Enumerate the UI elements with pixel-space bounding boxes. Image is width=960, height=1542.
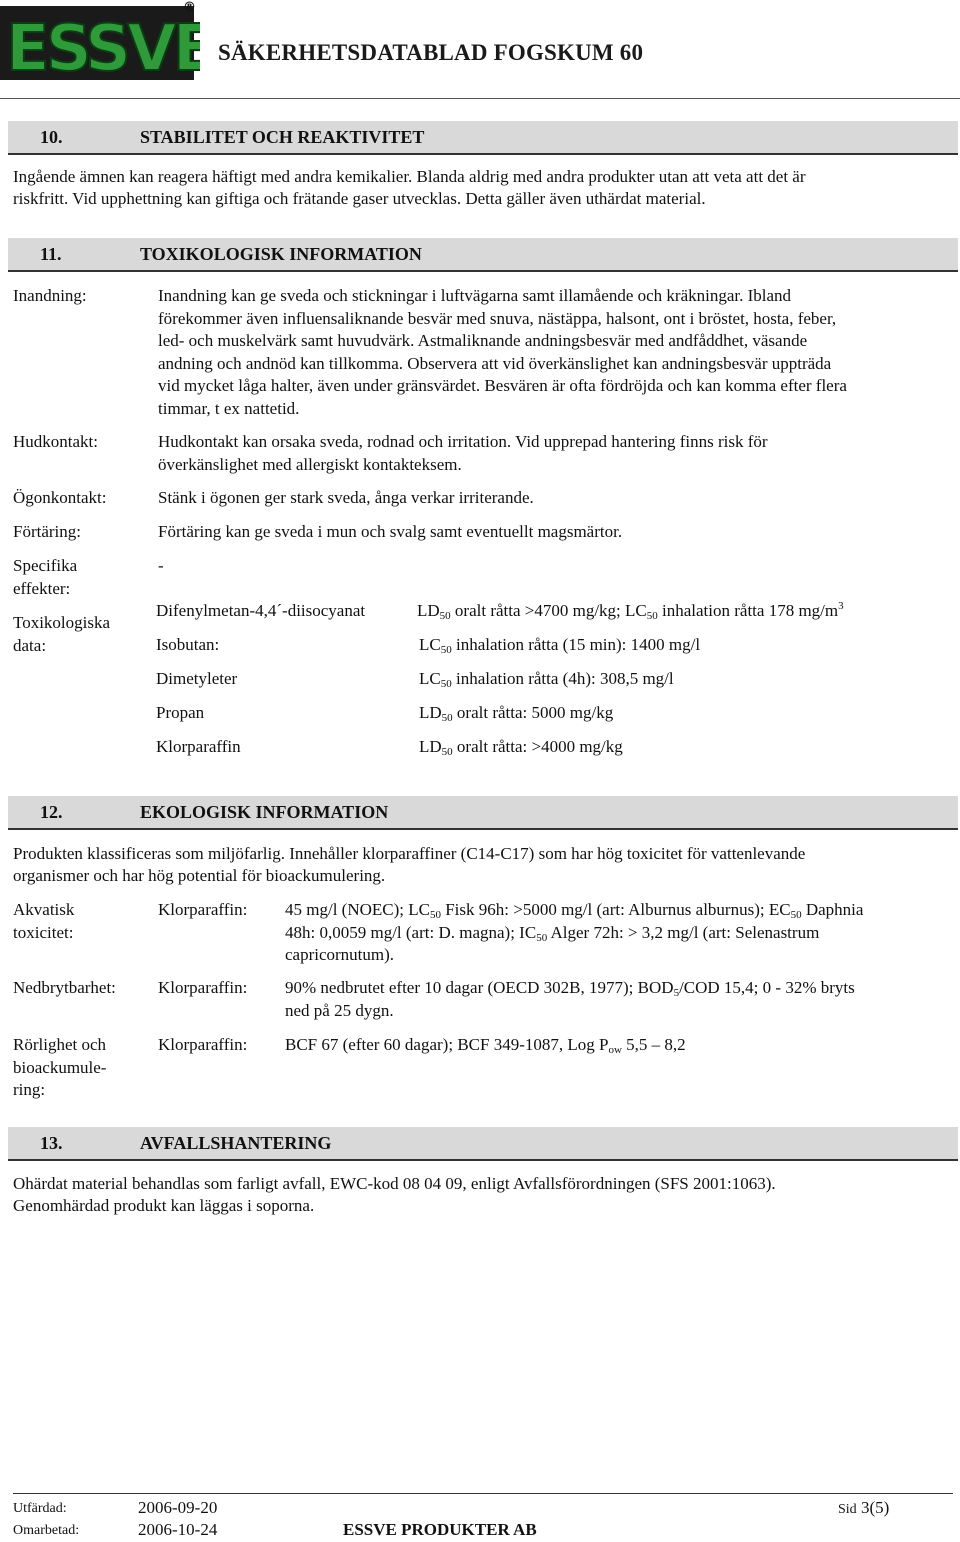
company-name: ESSVE PRODUKTER AB [343,1520,537,1539]
text-line: 90% nedbrutet efter 10 dagar (OECD 302B, 1977); $BOD_5$/COD 15,4; 0 - 32% bryts [285,978,855,999]
text-line: förekommer även influensaliknande besvär med snuva, nästäppa, halsont, ont i bröstet, hosta, feber, [158,308,837,328]
eco-value [285,899,863,967]
text-line: överkänslighet med allergiskt kontakteksem. [158,454,462,474]
label-specifika-effekter [13,555,77,600]
specifika-effekter-value: - [158,556,164,575]
revised-label: Omarbetad: [13,1523,80,1538]
tox-substance: Propan [156,703,205,722]
section-13-text-2: Genomhärdad produkt kan läggas i soporna. [13,1196,315,1215]
tox-value: $LD_{50}$ oralt råtta: 5000 mg/kg [419,703,614,724]
page-value: 3(5) [860,1498,890,1517]
tox-value: $LC_{50}$ inhalation råtta (15 min): 1400 mg/l [419,635,701,656]
page-number [838,1497,889,1522]
label-ogonkontakt: Ögonkontakt: [13,488,107,507]
text-line: led- och muskelvärk samt huvudvärk. Astmaliknande andningsbesvär med andfåddhet, väsande [158,331,808,350]
eco-value [285,977,855,1022]
eco-substance: Klorparaffin: [158,978,248,997]
section-11-header [8,238,958,272]
label-line: Akvatisk [13,900,75,919]
label-rorlighet [13,1034,106,1102]
label-akvatisk-toxicitet [13,899,74,944]
section-number: 10. [40,127,63,147]
text-line: capricornutum). [285,945,395,964]
revised-date: 2006-10-24 [138,1520,218,1539]
text-line: timmar, t ex nattetid. [158,398,300,418]
tox-substance: Isobutan: [156,635,220,654]
text-line: vid mycket låga halter, även under gränsvärdet. Besvären är ofta fördröjda och kan komma efter flera [158,376,847,395]
section-title: EKOLOGISK INFORMATION [140,802,389,822]
text-line: ned på 25 dygn. [285,1000,394,1020]
ogonkontakt-text: Stänk i ögonen ger stark sveda, ånga verkar irriterande. [158,488,534,507]
label-fortaring: Förtäring: [13,522,81,541]
label-line: Toxikologiska [13,613,111,632]
section-number: 12. [40,802,63,822]
section-title: AVFALLSHANTERING [140,1133,332,1153]
section-10-header [8,121,958,155]
eco-substance: Klorparaffin: [158,1035,248,1054]
issued-label: Utfärdad: [13,1501,67,1516]
text-line: Hudkontakt kan orsaka sveda, rodnad och irritation. Vid upprepad hantering finns risk för [158,432,768,451]
label-hudkontakt: Hudkontakt: [13,432,98,451]
section-number: 13. [40,1133,63,1153]
section-title: TOXIKOLOGISK INFORMATION [140,244,422,264]
section-13-header [8,1127,958,1161]
label-line: bioackumule- [13,1057,107,1077]
logo-text: ESSVE [6,12,200,82]
section-12-header [8,796,958,830]
tox-substance: Difenylmetan-4,4´-diisocyanat [156,601,366,620]
label-line: effekter: [13,578,71,598]
text-line: 45 mg/l (NOEC); $LC_{50}$ Fisk 96h: >5000 mg/l (art: Alburnus alburnus); $EC_{50}$ Daphnia [285,900,864,921]
page-label: Sid [838,1502,857,1517]
fortaring-text: Förtäring kan ge sveda i mun och svalg samt eventuellt magsmärtor. [158,522,623,541]
label-inandning: Inandning: [13,286,87,305]
label-line: data: [13,635,47,655]
section-10-text-2: riskfritt. Vid upphettning kan giftiga och frätande gaser utvecklas. Detta gäller även uthärdat material. [13,189,706,208]
section-title: STABILITET OCH REAKTIVITET [140,127,425,147]
document-title: SÄKERHETSDATABLAD FOGSKUM 60 [218,40,644,65]
section-12-text-1: Produkten klassificeras som miljöfarlig. Innehåller klorparaffiner (C14-C17) som har hög toxicitet för vattenlevande [13,844,806,863]
section-10-text-1: Ingående ämnen kan reagera häftigt med andra kemikalier. Blanda aldrig med andra produkter utan att veta att det är [13,167,806,186]
inandning-text [158,285,847,420]
label-toxikologiska-data [13,612,110,657]
label-line: Specifika [13,556,78,575]
hudkontakt-text [158,431,768,476]
label-line: toxicitet: [13,922,74,942]
section-number: 11. [40,244,62,264]
text-line: Inandning kan ge sveda och stickningar i luftvägarna samt illamående och kräkningar. Ibland [158,286,792,305]
text-line: andning och andnöd kan tillkomma. Observera att vid överkänslighet kan andningsbesvär uppträda [158,353,832,373]
footer-divider [13,1493,953,1494]
tox-value: $LD_{50}$ oralt råtta: >4000 mg/kg [419,737,623,758]
issued-date: 2006-09-20 [138,1498,218,1517]
tox-substance: Klorparaffin [156,737,241,756]
tox-substance: Dimetyleter [156,669,238,688]
tox-value: $LD_{50}$ oralt råtta >4700 mg/kg; $LC_{50}$ inhalation råtta 178 $mg/m^3$ [417,600,844,622]
eco-value: BCF 67 (efter 60 dagar); BCF 349-1087, Log $P_{ow}$ 5,5 – 8,2 [285,1035,686,1056]
section-12-text-2: organismer och har hög potential för bioackumulering. [13,866,386,885]
text-line: 48h: 0,0059 mg/l (art: D. magna); $IC_{50}$ Alger 72h: > 3,2 mg/l (art: Selenastrum [285,922,820,944]
label-line: Rörlighet och [13,1035,107,1054]
essve-logo [0,2,200,82]
registered-mark: ® [183,0,196,15]
header-divider [0,98,960,99]
eco-substance: Klorparaffin: [158,900,248,919]
tox-value: $LC_{50}$ inhalation råtta (4h): 308,5 mg/l [419,669,674,690]
label-line: ring: [13,1080,46,1099]
label-nedbrytbarhet: Nedbrytbarhet: [13,978,116,997]
section-13-text-1: Ohärdat material behandlas som farligt avfall, EWC-kod 08 04 09, enligt Avfallsförordningen (SFS 2001:1063). [13,1174,776,1193]
